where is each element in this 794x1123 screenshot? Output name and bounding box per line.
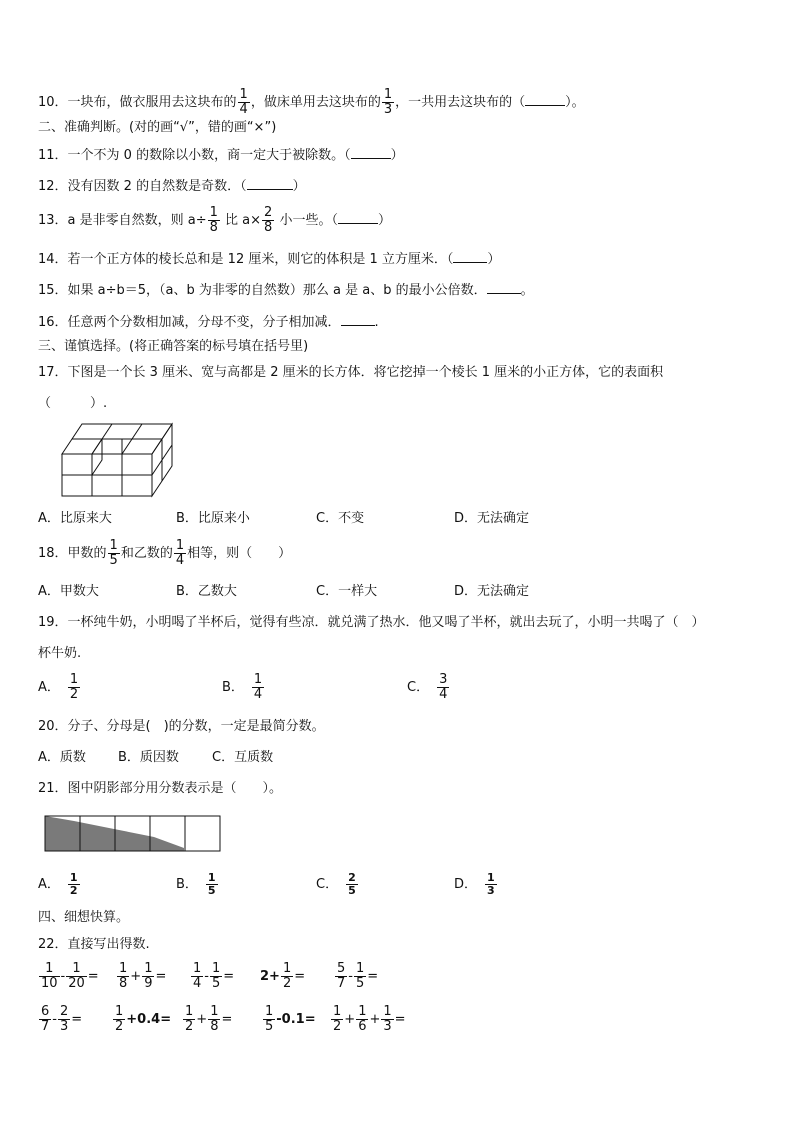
calc-item: $\frac{6}{7}$ - $\frac{2}{3}$ =: [41, 1004, 83, 1034]
answer-blank[interactable]: [247, 177, 293, 190]
q17-option-c[interactable]: C．不变: [316, 511, 365, 526]
fraction: $\frac{3}{4}$: [439, 672, 448, 702]
question-16: 16．任意两个分数相加减，分母不变，分子相加减． .: [38, 315, 379, 330]
answer-blank[interactable]: [525, 93, 565, 106]
fraction: $\frac{1}{2}$: [333, 1004, 342, 1034]
question-21: 21．图中阴影部分用分数表示是（ ）。: [38, 781, 283, 796]
section-4-heading: 四、细想快算。: [38, 910, 130, 925]
fraction: $\frac{1}{4}$: [253, 672, 263, 702]
calc-item: $\frac{1}{5}$ -0.1=: [265, 1004, 316, 1034]
question-20: 20．分子、分母是( )的分数，一定是最简分数。: [38, 719, 325, 734]
question-18: 18．甲数的 $\frac{1}{5}$ 和乙数的 $\frac{1}{4}$ 相等，则（ ）: [38, 538, 292, 568]
answer-blank[interactable]: [338, 211, 378, 224]
fraction: $\frac{1}{2}$: [115, 1004, 124, 1034]
fraction: $\frac{1}{5}$: [207, 871, 216, 897]
question-13: 13．a 是非零自然数，则 a÷ $\frac{1}{8}$ 比 a× $\frac{2}{8}$ 小一些。（ ）: [38, 205, 391, 235]
q18-option-b[interactable]: B．乙数大: [176, 584, 237, 599]
q19-option-a[interactable]: A． $\frac{1}{2}$: [38, 672, 79, 702]
q20-option-a[interactable]: A．质数: [38, 750, 86, 765]
calc-item: $\frac{1}{2}$ + $\frac{1}{8}$ =: [185, 1004, 233, 1034]
fraction: $\frac{1}{20}$: [68, 961, 85, 991]
fraction: $\frac{1}{8}$: [209, 205, 218, 235]
section-3-heading: 三、谨慎选择。(将正确答案的标号填在括号里): [38, 339, 309, 354]
answer-blank[interactable]: [487, 281, 521, 294]
fraction: $\frac{1}{9}$: [144, 961, 153, 991]
question-17-line1: 17．下图是一个长 3 厘米、宽与高都是 2 厘米的长方体．将它挖掉一个棱长 1 厘米的小正方体，它的表面积: [38, 365, 664, 380]
fraction: $\frac{5}{7}$: [337, 961, 346, 991]
q18-option-c[interactable]: C．一样大: [316, 584, 378, 599]
q21-option-a[interactable]: A． $\frac{1}{2}$: [38, 871, 78, 897]
calc-item: $\frac{1}{8}$ + $\frac{1}{9}$ =: [119, 961, 167, 991]
question-10: 10．一块布，做衣服用去这块布的 $\frac{1}{4}$ ，做床单用去这块布的 $\frac{1}{3}$ ，一共用去这块布的（ ）。: [38, 87, 585, 117]
q17-option-b[interactable]: B．比原来小: [176, 511, 250, 526]
calc-item: $\frac{1}{2}$ +0.4=: [115, 1004, 172, 1034]
q18-option-d[interactable]: D．无法确定: [454, 584, 530, 599]
question-12: 12．没有因数 2 的自然数是奇数．（ ）: [38, 179, 306, 194]
fraction: $\frac{2}{8}$: [264, 205, 273, 235]
calc-item: $\frac{1}{2}$ + $\frac{1}{6}$ + $\frac{1}{3}$ =: [333, 1004, 406, 1034]
fraction: $\frac{1}{4}$: [175, 538, 185, 568]
q19-option-b[interactable]: B． $\frac{1}{4}$: [222, 672, 263, 702]
fraction: $\frac{1}{6}$: [358, 1004, 367, 1034]
q17-option-a[interactable]: A．比原来大: [38, 511, 112, 526]
q18-option-a[interactable]: A．甲数大: [38, 584, 99, 599]
q21-option-d[interactable]: D． $\frac{1}{3}$: [454, 871, 495, 897]
calc-item: $\frac{1}{10}$ - $\frac{1}{20}$ =: [41, 961, 99, 991]
fraction: $\frac{1}{5}$: [355, 961, 365, 991]
cutout-notch: [92, 439, 102, 475]
section-2-heading: 二、准确判断。(对的画“√”，错的画“×”): [38, 120, 277, 135]
fraction: $\frac{1}{3}$: [383, 87, 393, 117]
fraction: $\frac{1}{10}$: [41, 961, 58, 991]
fraction: $\frac{1}{5}$: [109, 538, 118, 568]
fraction: $\frac{1}{3}$: [383, 1004, 392, 1034]
fraction: $\frac{1}{8}$: [119, 961, 128, 991]
question-19-line2: 杯牛奶.: [38, 646, 82, 661]
q21-option-c[interactable]: C． $\frac{2}{5}$: [316, 871, 356, 897]
fraction: $\frac{2}{5}$: [348, 871, 356, 897]
fraction: $\frac{1}{3}$: [487, 871, 495, 897]
question-15: 15．如果 a÷b＝5，（a、b 为非零的自然数）那么 a 是 a、b 的最小公倍数． 。: [38, 283, 534, 298]
fraction: $\frac{1}{8}$: [210, 1004, 219, 1034]
fraction: $\frac{1}{5}$: [211, 961, 221, 991]
question-14: 14．若一个正方体的棱长总和是 12 厘米，则它的体积是 1 立方厘米．（ ）: [38, 252, 501, 267]
q21-option-b[interactable]: B． $\frac{1}{5}$: [176, 871, 216, 897]
shaded-strip-figure: [44, 815, 224, 853]
answer-blank[interactable]: [341, 313, 375, 326]
calc-item: $\frac{1}{4}$ - $\frac{1}{5}$ =: [193, 961, 235, 991]
calc-item: 2+ $\frac{1}{2}$ =: [260, 961, 306, 991]
fraction: $\frac{1}{5}$: [265, 1004, 274, 1034]
q19-option-c[interactable]: C． $\frac{3}{4}$: [407, 672, 448, 702]
answer-blank[interactable]: [351, 146, 391, 159]
fraction: $\frac{1}{2}$: [185, 1004, 194, 1034]
q20-option-c[interactable]: C．互质数: [212, 750, 274, 765]
question-17-line2: （ ）.: [38, 396, 108, 411]
fraction: $\frac{1}{2}$: [282, 961, 292, 991]
calc-item: $\frac{5}{7}$ - $\frac{1}{5}$ =: [337, 961, 379, 991]
fraction: $\frac{1}{2}$: [69, 871, 78, 897]
fraction: $\frac{1}{4}$: [239, 87, 248, 117]
q20-option-b[interactable]: B．质因数: [118, 750, 179, 765]
answer-blank[interactable]: [453, 250, 487, 263]
fraction: $\frac{6}{7}$: [41, 1004, 50, 1034]
cutout-notch: [92, 439, 122, 475]
fraction: $\frac{1}{2}$: [69, 672, 79, 702]
fraction: $\frac{2}{3}$: [59, 1004, 69, 1034]
question-19-line1: 19．一杯纯牛奶，小明喝了半杯后，觉得有些凉．就兑满了热水．他又喝了半杯，就出去玩了，小明一共喝了（ ）: [38, 615, 705, 630]
question-22-title: 22．直接写出得数.: [38, 937, 150, 952]
cuboid-figure: [58, 420, 178, 500]
fraction: $\frac{1}{4}$: [193, 961, 202, 991]
q17-option-d[interactable]: D．无法确定: [454, 511, 530, 526]
question-11: 11．一个不为 0 的数除以小数，商一定大于被除数。（ ）: [38, 148, 404, 163]
